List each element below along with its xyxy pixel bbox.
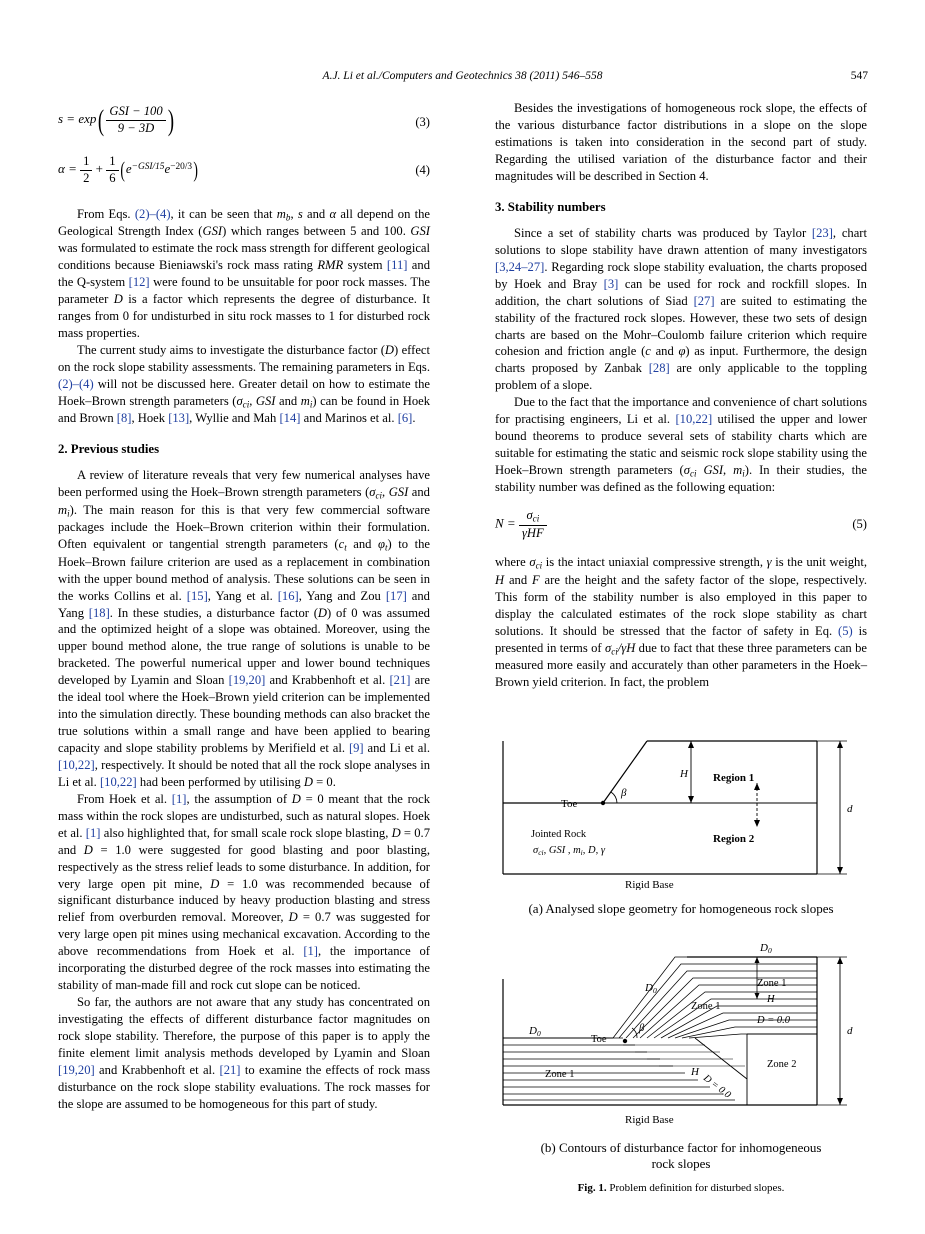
figure-1-caption-label: Fig. 1. [577,1182,607,1194]
eq5-denominator: γHF [521,526,544,541]
ref-11[interactable]: [11] [386,258,408,273]
ref-19-20[interactable]: [19,20] [228,673,266,688]
fig1a-label-d: d [847,803,853,815]
right-paragraph-1: Since a set of stability charts was produced by Taylor [23], chart solutions to slope stability have drawn attention of many investigators [3,24–27]. Regarding rock slope stability evaluation, the charts proposed by Hoek and Bray [3] can be used for rock and rockfill slopes. In addition, the chart solutions of Siad [27] are suited to estimating the stability of the fractured rock slopes. However, these two sets of design charts are based on the Mohr–Coulomb failure criterion which require cohesion and friction angle (c and φ) as input. Furthermore, the design charts proposed by Zanbak [28] are only applicable to the toppling problem of a slope. [495,225,867,393]
eq4-frac2-den: 6 [109,170,116,185]
ref-18[interactable]: [18] [88,605,110,620]
fig1b-label-beta: β [639,1023,645,1034]
fig1b-label-D00-diag: D = 0.0 [701,1072,733,1101]
figure-1b-caption [495,1140,867,1172]
figure-1a-caption: (a) Analysed slope geometry for homogeneous rock slopes [528,901,834,916]
fig1a-label-toe: Toe [561,798,578,810]
section-heading-stability-numbers: 3. Stability numbers [495,199,606,214]
ref-16[interactable]: [16] [277,588,299,603]
ref-1-b[interactable]: [1] [85,825,101,840]
left-paragraph-1: From Eqs. (2)–(4), it can be seen that $m_b$, s and α all depend on the Geological Strength Index (GSI) which ranges between 5 and 100. GSI was formulated to estimate the rock mass strength for different geological conditions because Bieniawski's rock mass rating RMR system [11] and the Q-system [12] were found to be unsuitable for poor rock masses. The parameter D is a factor which represents the degree of disturbance. It ranges from 0 for undisturbed in situ rock masses to 1 for disturbed rock mass properties. [58,207,430,341]
ref-21[interactable]: [21] [389,673,411,688]
eq4-lhs: α = [58,161,77,177]
eq5-numerator: $\sigma_{ci}$ [519,508,547,526]
ref-15[interactable]: [15] [186,588,208,603]
ref-10-22-c[interactable]: [10,22] [675,412,713,427]
figure-1a-diagram [495,735,867,890]
section-heading-previous-studies: 2. Previous studies [58,442,160,457]
fig1b-label-zone2: Zone 2 [767,1059,797,1070]
fig1a-label-H: H [680,768,688,780]
right-paragraph-top: Besides the investigations of homogeneous rock slope, the effects of the various disturbance factor distributions in a slope on the slope estimations is taken into consideration in the second part of study. Regarding the utilised variation of the disturbance factor and their magnitudes will be described in Section 4. [495,101,867,183]
fig1b-label-zone1-left: Zone 1 [545,1069,575,1080]
ref-28[interactable]: [28] [648,361,670,376]
running-title: A.J. Li et al./Computers and Geotechnics 38 (2011) 546–558 [322,70,603,82]
figure-1-caption [495,1182,867,1194]
figure-1 [495,735,867,1194]
ref-21-b[interactable]: [21] [219,1062,241,1077]
fig1a-label-region1: Region 1 [713,772,755,784]
ref-1[interactable]: [1] [171,791,187,806]
eq5-number: (5) [852,517,867,532]
fig1b-label-H2: H [691,1066,699,1078]
eq4-number: (4) [415,163,430,177]
fig1b-label-d: d [847,1025,853,1037]
ref-eq2-4-b[interactable]: (2)–(4) [58,376,94,391]
fig1b-label-toe: Toe [591,1034,607,1045]
ref-9[interactable]: [9] [348,741,364,756]
ref-10-22-b[interactable]: [10,22] [99,774,137,789]
ref-3-24-27[interactable]: [3,24–27] [495,259,545,274]
right-column [495,100,867,691]
ref-eq5[interactable]: (5) [838,623,853,638]
eq4-exp-1: −GSI/15 [131,162,165,173]
figure-1b-diagram [495,929,867,1129]
ref-19-20-b[interactable]: [19,20] [58,1062,95,1077]
ref-13[interactable]: [13] [168,411,190,426]
fig1b-label-zone1-mid: Zone 1 [691,1001,721,1012]
equation-5 [495,502,867,554]
ref-8[interactable]: [8] [116,411,132,426]
ref-27[interactable]: [27] [693,293,715,308]
equation-3: s = exp( $\frac{\text{GSI − 100}}{9 - 3D}$ ) (3) [58,103,430,137]
figure-1b-caption-line1: (b) Contours of disturbance factor for inhomogeneous [540,1140,822,1155]
fig1b-label-D0-mid: D0 [645,982,657,995]
page-header [0,70,925,88]
fig1b-label-zone1-right: Zone 1 [757,978,787,989]
fig1b-label-D00: D = 0.0 [757,1015,791,1026]
fig1a-label-rigid-base: Rigid Base [625,879,674,890]
left-paragraph-4: From Hoek et al. [1], the assumption of D = 0 meant that the rock mass within the rock slopes are undisturbed, such as natural slopes. Hoek et al. [1] also highlighted that, for small scale rock slope blasting, D = 0.7 and D = 1.0 were suggested for good blasting and poor blasting, respectively as the stress relief leads to some disturbance. In addition, for very large open pit mine, D = 1.0 was recommended because of significant disturbance induced by heavy production blasting and stress relief from overburden removal. Moreover, D = 0.7 was suggested for very large open pit mines using mechanical excavation. According to the above recommendations from Hoek et al. [1], the importance of incorporating the disturbed degree of the rock masses into estimating the stability of man-made fill and rock cut slope can be noticed. [58,791,431,993]
fig1a-label-region2: Region 2 [713,833,755,845]
fig1b-label-D0-top: D0 [760,942,772,955]
ref-eq2-4[interactable]: (2)–(4) [134,207,171,221]
fig1a-label-params: σci, GSI , mi, D, γ [533,845,605,857]
ref-23[interactable]: [23] [811,225,833,240]
ref-3[interactable]: [3] [603,276,619,291]
left-paragraph-5: So far, the authors are not aware that any study has concentrated on investigating the effects of different disturbance factor magnitudes on rock slope stability. Therefore, the purpose of this paper is to apply the finite element limit analysis methods developed by Lyamin and Sloan [19,20] and Krabbenhoft et al. [21] to examine the effects of rock mass disturbance on the rock slope stability evaluations. The rock masses for the slope are assumed to be homogeneous for this part of study. [58,995,430,1111]
eq4-frac1-num: 1 [80,154,92,171]
left-paragraph-2: The current study aims to investigate the disturbance factor (D) effect on the rock slope stability assessments. The remaining parameters in Eqs. (2)–(4) will not be discussed here. Greater detail on how to estimate the Hoek–Brown strength parameters ($\sigma_{ci}$, GSI and $m_i$) can be found in Hoek and Brown [8], Hoek [13], Wyllie and Mah [14] and Marinos et al. [6]. [58,343,431,426]
right-paragraph-2: Due to the fact that the importance and convenience of chart solutions for practising engineers, Li et al. [10,22] utilised the upper and lower bound theorems to produce several sets of stability charts which are suitable for estimating the static and seismic rock slope stability using the Hoek–Brown strength parameters ($\sigma_{ci}$ GSI, $m_i$). In their studies, the stability number was defined as the following equation: [495,395,868,495]
fig1a-label-jointed-rock: Jointed Rock [531,829,587,840]
ref-14[interactable]: [14] [279,411,301,426]
eq3-number: (3) [415,115,430,129]
eq3-denominator: 9 − 3D [117,120,155,135]
eq3-numerator: GSI − 100 [106,104,165,121]
eq4-frac2-num: 1 [106,154,118,171]
left-column [58,100,430,1113]
eq4-exp-2: −20/3 [170,162,193,173]
eq5-lhs: N = [495,516,516,532]
eq4-frac1-den: 2 [83,170,90,185]
figure-1b-caption-line2: rock slopes [651,1156,711,1171]
left-paragraph-3: A review of literature reveals that very few numerical analyses have been performed using the Hoek–Brown strength parameters ($\sigma_{ci}$, GSI and $m_i$). The main reason for this is that very few commercial software packages include the Hoek–Brown criterion within their formulation. Often equivalent or tangential strength parameters ($c_t$ and $\varphi_t$) to the Hoek–Brown failure criterion are used as a replacement in combination with the upper bound method of analysis. These solutions can be seen in the works Collins et al. [15], Yang et al. [16], Yang and Zou [17] and Yang [18]. In these studies, a disturbance factor (D) of 0 was assumed and the optimized height of a slope was obtained. Moreover, using the upper bound method alone, the true range of solutions is unable to be bracketed. The powerful numerical upper and lower bound techniques developed by Lyamin and Sloan [19,20] and Krabbenhoft et al. [21] are the ideal tool where the Hoek–Brown yield criterion can be implemented into the simulation directly. These bounding methods can also bracket the true solutions within a small range and have been applied to bearing capacity and slope stability problems by Merifield et al. [9] and Li et al. [10,22], respectively. It should be noted that all the rock slope analyses in Li et al. [10,22] had been performed by utilising D = 0. [58,468,431,789]
eq4-plus: + [95,161,103,177]
eq4-exp-base-1: e [125,161,132,177]
figure-1-caption-text: Problem definition for disturbed slopes. [606,1182,785,1194]
page-number: 547 [850,70,868,82]
fig1b-label-rigid-base: Rigid Base [625,1114,674,1126]
ref-17[interactable]: [17] [385,588,407,603]
right-paragraph-after-eq: where $\sigma_{ci}$ is the intact uniaxial compressive strength, γ is the unit weight, H and F are the height and the safety factor of the slope, respectively. This form of the stability number is also employed in this paper to display the calculated estimates of the rock slope stability as chart solutions. It should be stressed that the factor of safety in Eq. (5) is presented in terms of $\sigma_{ci}/\gamma H$ due to fact that these three parameters can be measured more easily and accurately than other parameters in the Hoek–Brown yield criterion. In fact, the problem [495,555,867,690]
ref-10-22[interactable]: [10,22] [58,757,95,772]
ref-12[interactable]: [12] [128,275,150,290]
fig1b-label-D0-left: D0 [529,1025,541,1038]
fig1a-label-beta: β [621,787,627,799]
eq4-exp-base-2: e [164,161,171,177]
ref-6[interactable]: [6] [397,411,413,426]
eq3-lhs: s = exp [58,111,97,127]
equation-4: α = $\frac{1}{2}$ + $\frac{1}{6}$ $(e^{-GSI/15}e^{-20/3})$ (4) [58,154,430,185]
ref-1-c[interactable]: [1] [303,944,318,959]
fig1b-label-H3: H [767,994,775,1005]
